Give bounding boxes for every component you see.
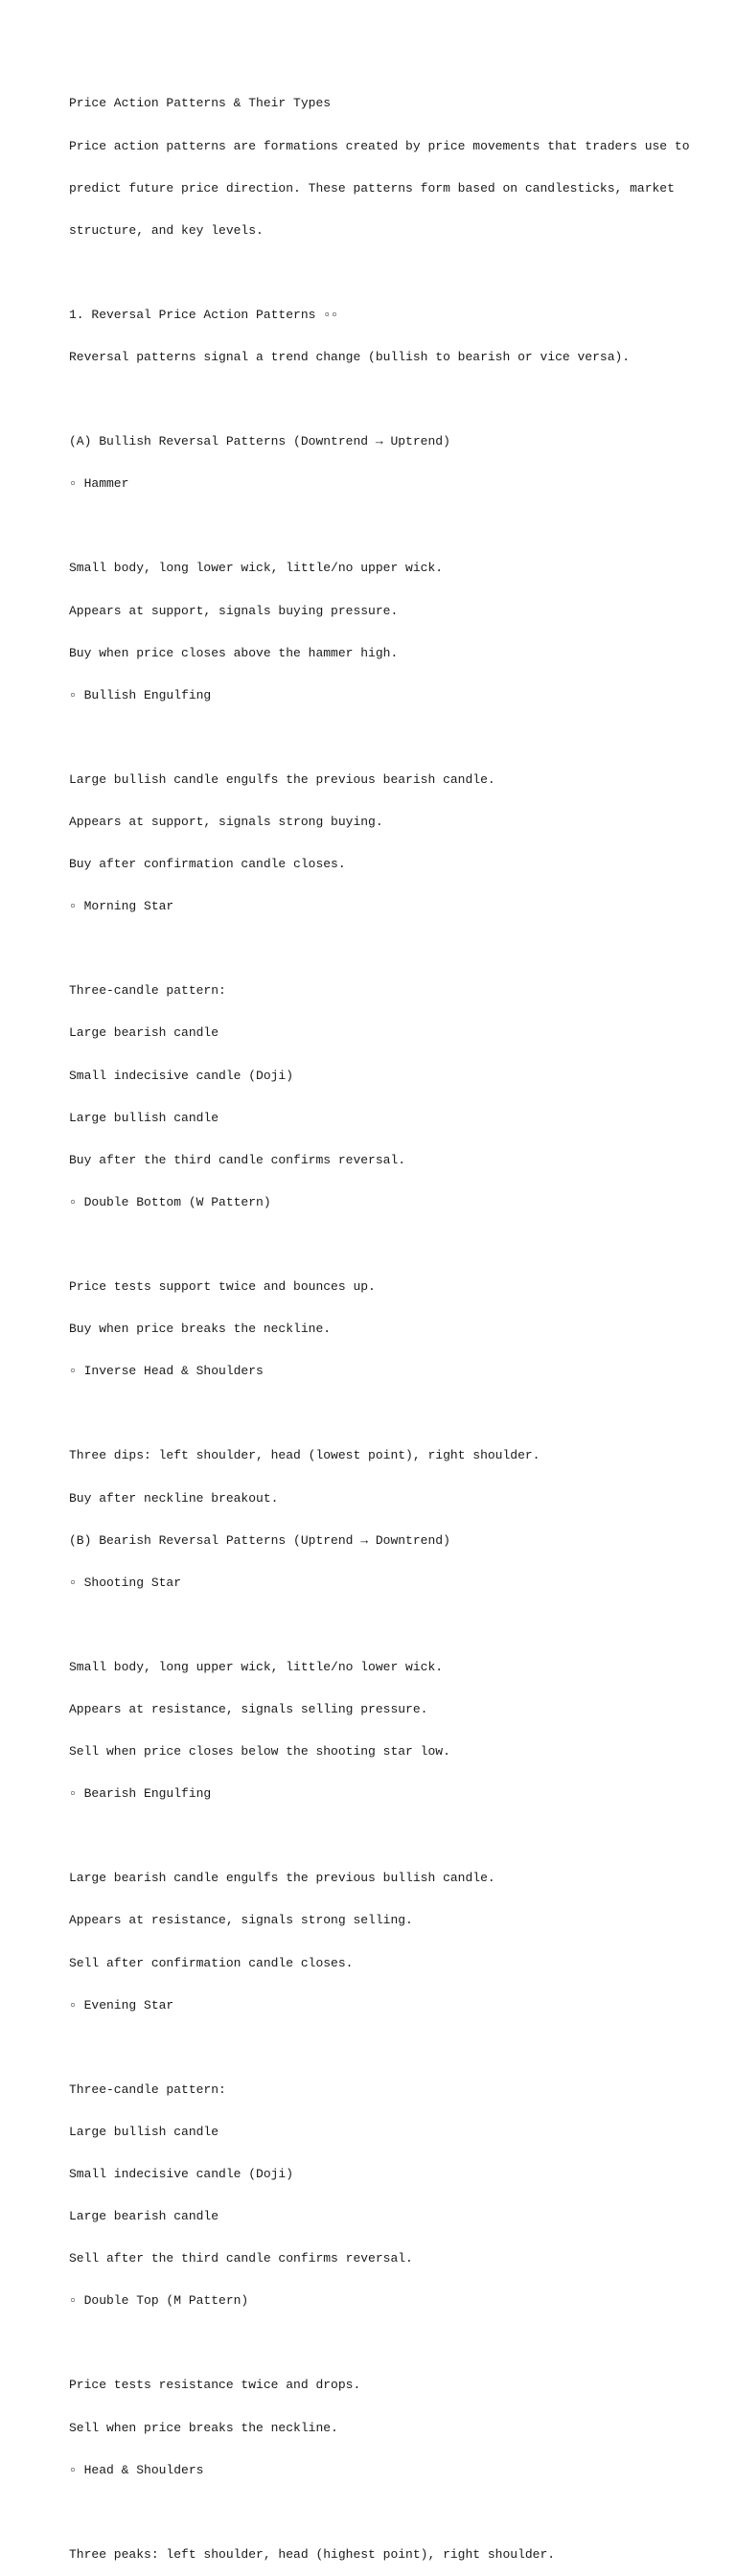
pattern-heading-evening-star: ▫ Evening Star (69, 1997, 174, 2012)
text-line: Buy when price closes above the hammer high. (69, 645, 399, 660)
text-line: Buy when price breaks the neckline. (69, 1322, 332, 1337)
text-line: Small body, long lower wick, little/no upper wick. (69, 561, 444, 576)
pattern-heading-double-bottom: ▫ Double Bottom (W Pattern) (69, 1194, 271, 1209)
blank-line (69, 393, 721, 407)
text-line: Large bearish candle engulfs the previous bullish candle. (69, 1871, 495, 1886)
text-line: Appears at support, signals strong buying. (69, 815, 383, 829)
pattern-heading-double-top: ▫ Double Top (M Pattern) (69, 2293, 249, 2309)
pattern-heading-hammer: ▫ Hammer (69, 476, 129, 492)
text-line: Three dips: left shoulder, head (lowest point), right shoulder. (69, 1448, 540, 1463)
text-line: Appears at resistance, signals strong selling. (69, 1913, 413, 1928)
pattern-heading-inverse-head-shoulders: ▫ Inverse Head & Shoulders (69, 1364, 264, 1379)
document-page (69, 69, 721, 2576)
subsection-heading-bullish: (A) Bullish Reversal Patterns (Downtrend → Uptrend) (69, 434, 450, 449)
pattern-heading-head-shoulders: ▫ Head & Shoulders (69, 2462, 204, 2477)
blank-line (69, 2041, 721, 2056)
text-line: Large bearish candle (69, 2209, 219, 2224)
text-line: Sell when price closes below the shooting star low. (69, 1744, 450, 1760)
text-line: Price tests resistance twice and drops. (69, 2378, 361, 2393)
blank-line (69, 1238, 721, 1253)
intro-line-2: predict future price direction. These patterns form based on candlesticks, market (69, 180, 675, 196)
blank-line (69, 2336, 721, 2351)
text-line: Sell after confirmation candle closes. (69, 1955, 354, 1970)
text-line: Small body, long upper wick, little/no lower wick. (69, 1659, 444, 1674)
text-line: Large bullish candle (69, 1110, 219, 1125)
subsection-heading-bearish: (B) Bearish Reversal Patterns (Uptrend → Downtrend) (69, 1532, 450, 1548)
section-description: Reversal patterns signal a trend change (bullish to bearish or vice versa). (69, 349, 631, 364)
text-line: Small indecisive candle (Doji) (69, 2167, 294, 2181)
text-line: Buy after the third candle confirms reversal. (69, 1152, 406, 1167)
text-line: Sell when price breaks the neckline. (69, 2420, 338, 2435)
blank-line (69, 942, 721, 956)
text-line: Large bullish candle (69, 2124, 219, 2139)
blank-line (69, 731, 721, 746)
blank-line (69, 519, 721, 534)
blank-line (69, 1619, 721, 1633)
text-line: Large bearish candle (69, 1025, 219, 1041)
intro-line-3: structure, and key levels. (69, 222, 264, 238)
text-line: Buy after neckline breakout. (69, 1490, 279, 1506)
text-line: Three peaks: left shoulder, head (highest point), right shoulder. (69, 2546, 556, 2562)
text-line: Three-candle pattern: (69, 2082, 226, 2097)
text-line: Large bullish candle engulfs the previous bearish candle. (69, 771, 495, 787)
pattern-heading-shooting-star: ▫ Shooting Star (69, 1575, 182, 1590)
text-line: Appears at support, signals buying pressure. (69, 603, 399, 618)
blank-line (69, 266, 721, 281)
section-heading-reversal: 1. Reversal Price Action Patterns ▫▫ (69, 307, 338, 322)
text-line: Buy after confirmation candle closes. (69, 857, 346, 872)
text-line: Price tests support twice and bounces up. (69, 1279, 376, 1295)
text-line: Small indecisive candle (Doji) (69, 1068, 294, 1083)
blank-line (69, 1407, 721, 1421)
document-title: Price Action Patterns & Their Types (69, 96, 332, 111)
text-line: Appears at resistance, signals selling pressure. (69, 1701, 428, 1716)
blank-line (69, 1829, 721, 1844)
pattern-heading-morning-star: ▫ Morning Star (69, 899, 174, 914)
text-line: Three-candle pattern: (69, 983, 226, 999)
blank-line (69, 2506, 721, 2520)
pattern-heading-bullish-engulfing: ▫ Bullish Engulfing (69, 687, 212, 702)
text-line: Sell after the third candle confirms reversal. (69, 2251, 413, 2266)
intro-line-1: Price action patterns are formations created by price movements that traders use to (69, 138, 690, 153)
pattern-heading-bearish-engulfing: ▫ Bearish Engulfing (69, 1786, 212, 1802)
